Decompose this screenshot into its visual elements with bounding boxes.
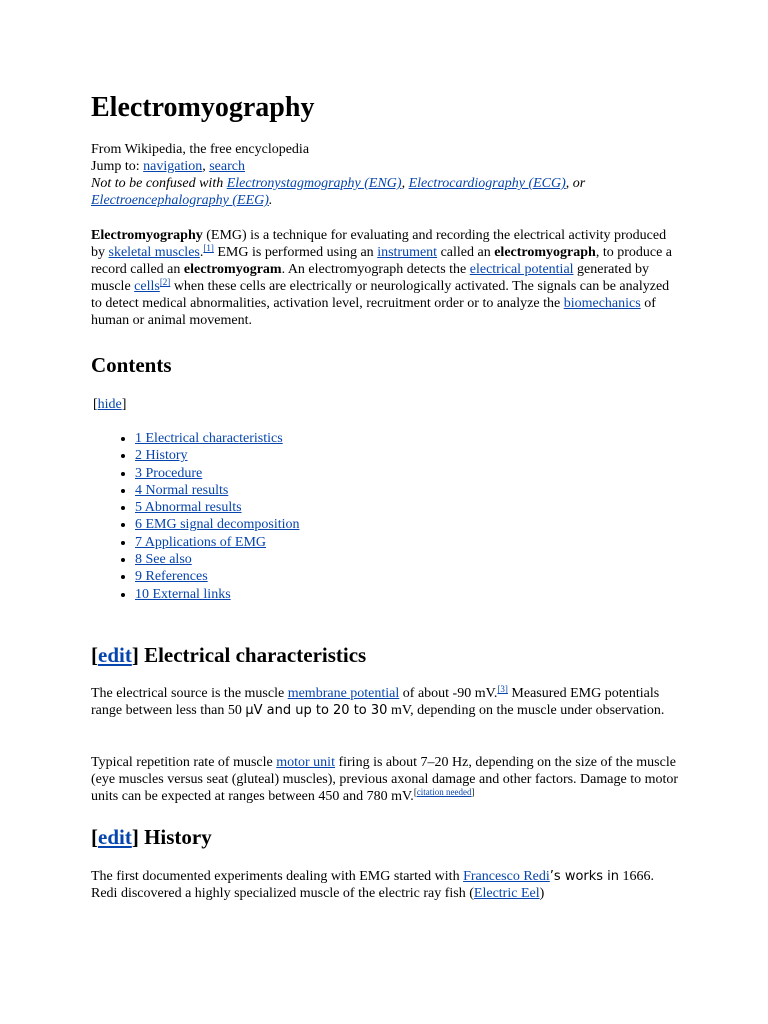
biomechanics-link[interactable]: biomechanics (563, 296, 641, 311)
eeg-link[interactable]: Electroencephalography (EEG) (91, 193, 269, 208)
toc-item (135, 568, 300, 585)
membrane-potential-link[interactable]: membrane potential (287, 686, 400, 701)
toc-link-applications-of-emg[interactable]: 7 Applications of EMG (135, 534, 267, 550)
toc-link-electrical-characteristics[interactable]: 1 Electrical characteristics (135, 431, 283, 446)
instrument-link[interactable]: instrument (377, 245, 438, 260)
motor-unit-link[interactable]: motor unit (276, 755, 335, 770)
toc-item (135, 586, 300, 603)
section-heading-electrical-characteristics: [edit] Electrical characteristics (91, 643, 367, 667)
from-line: From Wikipedia, the free encyclopedia (91, 142, 310, 157)
electromyograph-term: electromyograph (494, 245, 596, 260)
lead-term: Electromyography (91, 228, 203, 243)
toc-item (135, 430, 300, 447)
toc-item (135, 551, 300, 568)
lead-paragraph: Electromyography (EMG) is a technique for evaluating and recording the electrical activity produced by skeletal muscles.[1] EMG is performed using an instrument called an electromyograph, to produce a record called an electromyogram. An electromyograph detects the electrical potential generated by muscle cells[2] when these cells are electrically or neurologically activated. The signals can be analyzed to detect medical abnormalities, activation level, recruitment order or to analyze the biomechanics of human or animal movement. (91, 228, 673, 328)
eng-link[interactable]: Electronystagmography (ENG) (226, 176, 402, 191)
toc-link-history[interactable]: 2 History (135, 448, 188, 464)
ref-3-link[interactable]: [3] (497, 684, 508, 694)
citation-needed-link[interactable]: citation needed (416, 787, 472, 797)
toc-item (135, 465, 300, 482)
ecg-link[interactable]: Electrocardiography (ECG) (408, 176, 566, 191)
section-heading-history: [edit] History (91, 825, 212, 849)
article-meta (91, 141, 585, 209)
toc-link-see-also[interactable]: 8 See also (135, 552, 192, 568)
toc-link-abnormal-results[interactable]: 5 Abnormal results (135, 500, 242, 516)
toc-link-normal-results[interactable]: 4 Normal results (135, 482, 229, 498)
search-link[interactable]: search (209, 159, 245, 174)
electric-eel-link[interactable]: Electric Eel (473, 886, 540, 901)
francesco-redi-link[interactable]: Francesco Redi (463, 869, 550, 884)
skeletal-muscles-link[interactable]: skeletal muscles (108, 245, 200, 260)
toc-item (135, 482, 300, 499)
edit-link-section-2[interactable]: edit (98, 825, 132, 849)
hide-link[interactable]: hide (97, 397, 122, 412)
page-title: Electromyography (91, 92, 315, 123)
toc-link-references[interactable]: 9 References (135, 569, 208, 585)
toc-link-procedure[interactable]: 3 Procedure (135, 465, 203, 481)
hatnote: Not to be confused with Electronystagmography (ENG), Electrocardiography (ECG), or Electroencephalography (EEG). (91, 176, 586, 208)
ref-1-link[interactable]: [1] (203, 243, 214, 253)
table-of-contents (91, 430, 300, 603)
toc-link-emg-signal-decomposition[interactable]: 6 EMG signal decomposition (135, 517, 300, 533)
cells-link[interactable]: cells (134, 279, 160, 294)
edit-link-section-1[interactable]: edit (98, 643, 132, 667)
toc-item (135, 499, 300, 516)
ref-2-link[interactable]: [2] (159, 277, 171, 287)
navigation-link[interactable]: navigation (143, 159, 203, 174)
electrical-paragraph-2: Typical repetition rate of muscle motor unit firing is about 7–20 Hz, depending on the size of the muscle (eye muscles versus seat (gluteal) muscles), previous axonal damage and other factors. Damage to motor units can be expected at ranges between 450 and 780 mV.[citation needed] (91, 755, 679, 804)
electrical-potential-link[interactable]: electrical potential (469, 262, 574, 277)
toc-link-external-links[interactable]: 10 External links (135, 586, 231, 602)
jump-links: Jump to: navigation, search (91, 159, 245, 174)
toc-item (135, 534, 300, 551)
electromyogram-term: electromyogram (183, 262, 282, 277)
contents-heading: Contents (91, 353, 172, 377)
electrical-paragraph-1: The electrical source is the muscle membrane potential of about -90 mV.[3] Measured EMG potentials range between less than 50 μV and up to 20 to 30 mV, depending on the muscle under observation. (91, 684, 665, 718)
toc-toggle: [hide] (93, 397, 127, 412)
toc-item (135, 516, 300, 533)
toc-item (135, 447, 300, 464)
history-paragraph-1: The first documented experiments dealing with EMG started with Francesco Redi’s works in 1666. Redi discovered a highly specialized muscle of the electric ray fish (Electric Eel) (91, 869, 655, 901)
